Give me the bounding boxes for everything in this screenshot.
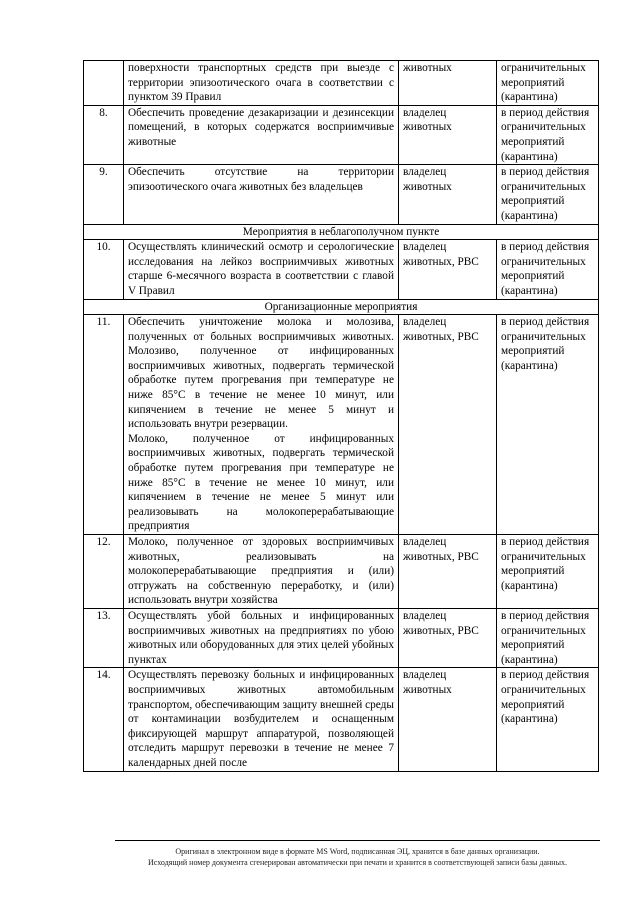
measure-paragraph: Обеспечить проведение дезакаризации и дезинсекции помещений, в которых содержатся восприимчивые животные [128, 106, 394, 148]
measure-text [124, 61, 399, 106]
row-number: 13. [84, 608, 124, 667]
section-title: Организационные мероприятия [84, 299, 599, 315]
row-number: 11. [84, 315, 124, 535]
measure-text [124, 240, 399, 299]
section-header-row [84, 299, 599, 315]
responsible-party: владелец животных, РВС [399, 535, 497, 609]
responsible-party: владелец животных [399, 165, 497, 224]
measure-paragraph: Молоко, полученное от инфицированных восприимчивых животных, подвергать термической обработке путем прогревания при температуре не ниже 85°С в течение не менее 10 минут, или кипячением в течение не менее 5 минут или реализовывать на молокоперерабатывающие предприятия [128, 432, 394, 533]
page-footer [115, 840, 600, 868]
table-row [84, 608, 599, 667]
row-number: 12. [84, 535, 124, 609]
measure-paragraph: Осуществлять убой больных и инфицированных восприимчивых животных на предприятиях по убою животных или оборудованных для этих целей убойных пунктах [128, 609, 394, 666]
table-row [84, 165, 599, 224]
row-number [84, 61, 124, 106]
footer-line-1: Оригинал в электронном виде в формате MS Word, подписанная ЭЦ, хранится в базе данных организации. [175, 847, 540, 856]
measure-paragraph: Осуществлять клинический осмотр и серологические исследования на лейкоз восприимчивых животных старше 6-месячного возраста в соответствии с главой V Правил [128, 241, 394, 297]
measure-text [124, 668, 399, 771]
row-number: 14. [84, 668, 124, 771]
execution-period: в период действия ограничительных мероприятий (карантина) [497, 315, 599, 535]
row-number: 10. [84, 240, 124, 299]
table-row [84, 535, 599, 609]
execution-period: ограничительных мероприятий (карантина) [497, 61, 599, 106]
measure-text [124, 315, 399, 535]
execution-period: в период действия ограничительных мероприятий (карантина) [497, 165, 599, 224]
row-number: 9. [84, 165, 124, 224]
table-row [84, 105, 599, 164]
measures-table [83, 60, 599, 772]
table-row [84, 61, 599, 106]
section-header-row [84, 224, 599, 240]
execution-period: в период действия ограничительных мероприятий (карантина) [497, 240, 599, 299]
execution-period: в период действия ограничительных мероприятий (карантина) [497, 535, 599, 609]
execution-period: в период действия ограничительных мероприятий (карантина) [497, 608, 599, 667]
row-number: 8. [84, 105, 124, 164]
measure-paragraph: Молоко, полученное от здоровых восприимчивых животных, реализовывать на молокоперерабатывающие предприятия и (или) отгружать на собственную переработку, и (или) использовать внутри хозяйства [128, 536, 394, 607]
responsible-party: владелец животных, РВС [399, 608, 497, 667]
measure-text [124, 165, 399, 224]
measure-text [124, 105, 399, 164]
measure-text [124, 535, 399, 609]
responsible-party: животных [399, 61, 497, 106]
table-row [84, 315, 599, 535]
responsible-party: владелец животных [399, 105, 497, 164]
measure-paragraph: Обеспечить уничтожение молока и молозива, полученных от больных восприимчивых животных. Молозиво, полученное от инфицированных восприимчивых животных, подвергать термической обработке путем прогревания при температуре не ниже 85°С в течение не менее 10 минут, или кипячением в течение не менее 5 минут и использовать внутри резервации. [128, 316, 394, 431]
execution-period: в период действия ограничительных мероприятий (карантина) [497, 668, 599, 771]
table-row [84, 668, 599, 771]
responsible-party: владелец животных [399, 668, 497, 771]
measure-text [124, 608, 399, 667]
responsible-party: владелец животных, РВС [399, 240, 497, 299]
measure-paragraph: поверхности транспортных средств при выезде с территории эпизоотического очага в соответствии с пунктом 39 Правил [128, 62, 394, 104]
measure-paragraph: Обеспечить отсутствие на территории эпизоотического очага животных без владельцев [128, 166, 394, 193]
responsible-party: владелец животных, РВС [399, 315, 497, 535]
section-title: Мероприятия в неблагополучном пункте [84, 224, 599, 240]
measures-table-body [84, 61, 599, 772]
measure-paragraph: Осуществлять перевозку больных и инфицированных восприимчивых животных автомобильным транспортом, обеспечивающим защиту внешней среды от контаминации возбудителем и оснащенным фиксирующей маршрут аппаратурой, позволяющей отследить маршрут перевозки в течение не менее 7 календарных дней после [128, 669, 394, 769]
execution-period: в период действия ограничительных мероприятий (карантина) [497, 105, 599, 164]
footer-line-2: Исходящий номер документа сгенерирован автоматически при печати и хранится в соответствующей записи базы данных. [148, 858, 567, 867]
table-row [84, 240, 599, 299]
